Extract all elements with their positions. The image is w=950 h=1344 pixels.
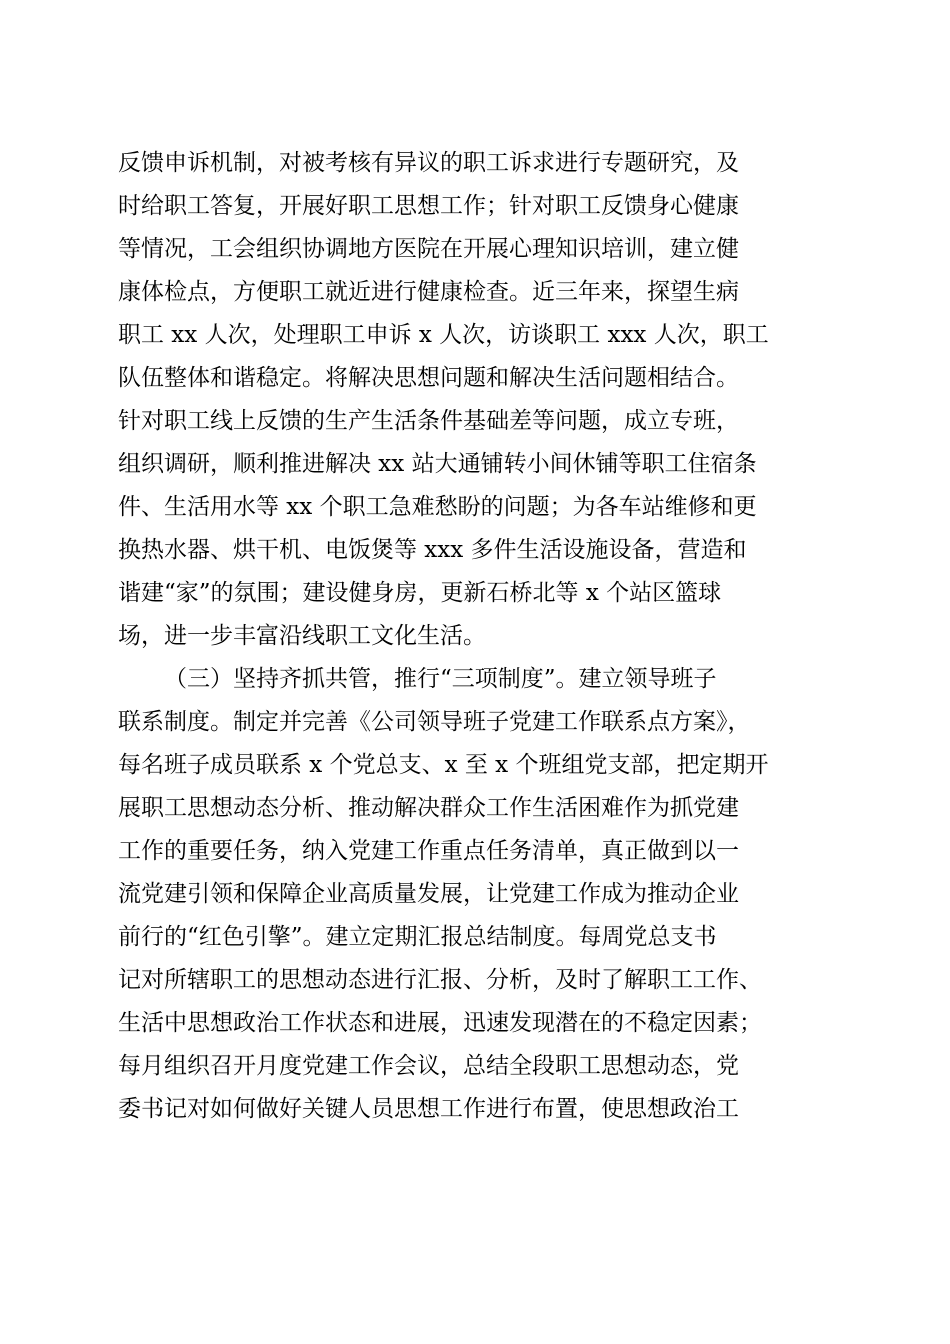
paragraph-line: 针对职工线上反馈的生产生活条件基础差等问题，成立专班，: [118, 408, 739, 434]
paragraph-line: 展职工思想动态分析、推动解决群众工作生活困难作为抓党建: [118, 795, 739, 821]
paragraph-line: 委书记对如何做好关键人员思想工作进行布置，使思想政治工: [118, 1096, 739, 1122]
document-body: [118, 142, 830, 1131]
paragraph-line: 前行的“红色引擎”。建立定期汇报总结制度。每周党总支书: [118, 924, 717, 950]
paragraph-line: 等情况，工会组织协调地方医院在开展心理知识培训，建立健: [118, 236, 739, 262]
paragraph-line: 康体检点，方便职工就近进行健康检查。近三年来，探望生病: [118, 279, 739, 305]
paragraph-line: 每月组织召开月度党建工作会议，总结全段职工思想动态，党: [118, 1053, 739, 1079]
paragraph-line: 时给职工答复，开展好职工思想工作；针对职工反馈身心健康: [118, 193, 739, 219]
paragraph-2: [118, 658, 830, 1131]
paragraph-line: 反馈申诉机制，对被考核有异议的职工诉求进行专题研究，及: [118, 150, 739, 176]
paragraph-line: 工作的重要任务，纳入党建工作重点任务清单，真正做到以一: [118, 838, 739, 864]
paragraph-line: 职工 xx 人次，处理职工申诉 x 人次，访谈职工 xxx 人次，职工: [118, 322, 769, 348]
paragraph-line: 换热水器、烘干机、电饭煲等 xxx 多件生活设施设备，营造和: [118, 537, 747, 563]
paragraph-line: 生活中思想政治工作状态和进展，迅速发现潜在的不稳定因素；: [118, 1010, 762, 1036]
paragraph-line: 每名班子成员联系 x 个党总支、x 至 x 个班组党支部，把定期开: [118, 752, 769, 778]
paragraph-line: 场，进一步丰富沿线职工文化生活。: [118, 623, 486, 649]
section-heading-line: （三）坚持齐抓共管，推行“三项制度”。建立领导班子: [164, 666, 717, 692]
paragraph-line: 件、生活用水等 xx 个职工急难愁盼的问题；为各车站维修和更: [118, 494, 757, 520]
paragraph-line: 记对所辖职工的思想动态进行汇报、分析，及时了解职工工作、: [118, 967, 762, 993]
paragraph-line: 组织调研，顺利推进解决 xx 站大通铺转小间休铺等职工住宿条: [118, 451, 757, 477]
paragraph-1: [118, 142, 830, 658]
paragraph-line: 流党建引领和保障企业高质量发展，让党建工作成为推动企业: [118, 881, 739, 907]
paragraph-line: 联系制度。制定并完善《公司领导班子党建工作联系点方案》，: [118, 709, 751, 735]
paragraph-line: 谐建“家”的氛围；建设健身房，更新石桥北等 x 个站区篮球: [118, 580, 722, 606]
paragraph-line: 队伍整体和谐稳定。将解决思想问题和解决生活问题相结合。: [118, 365, 739, 391]
